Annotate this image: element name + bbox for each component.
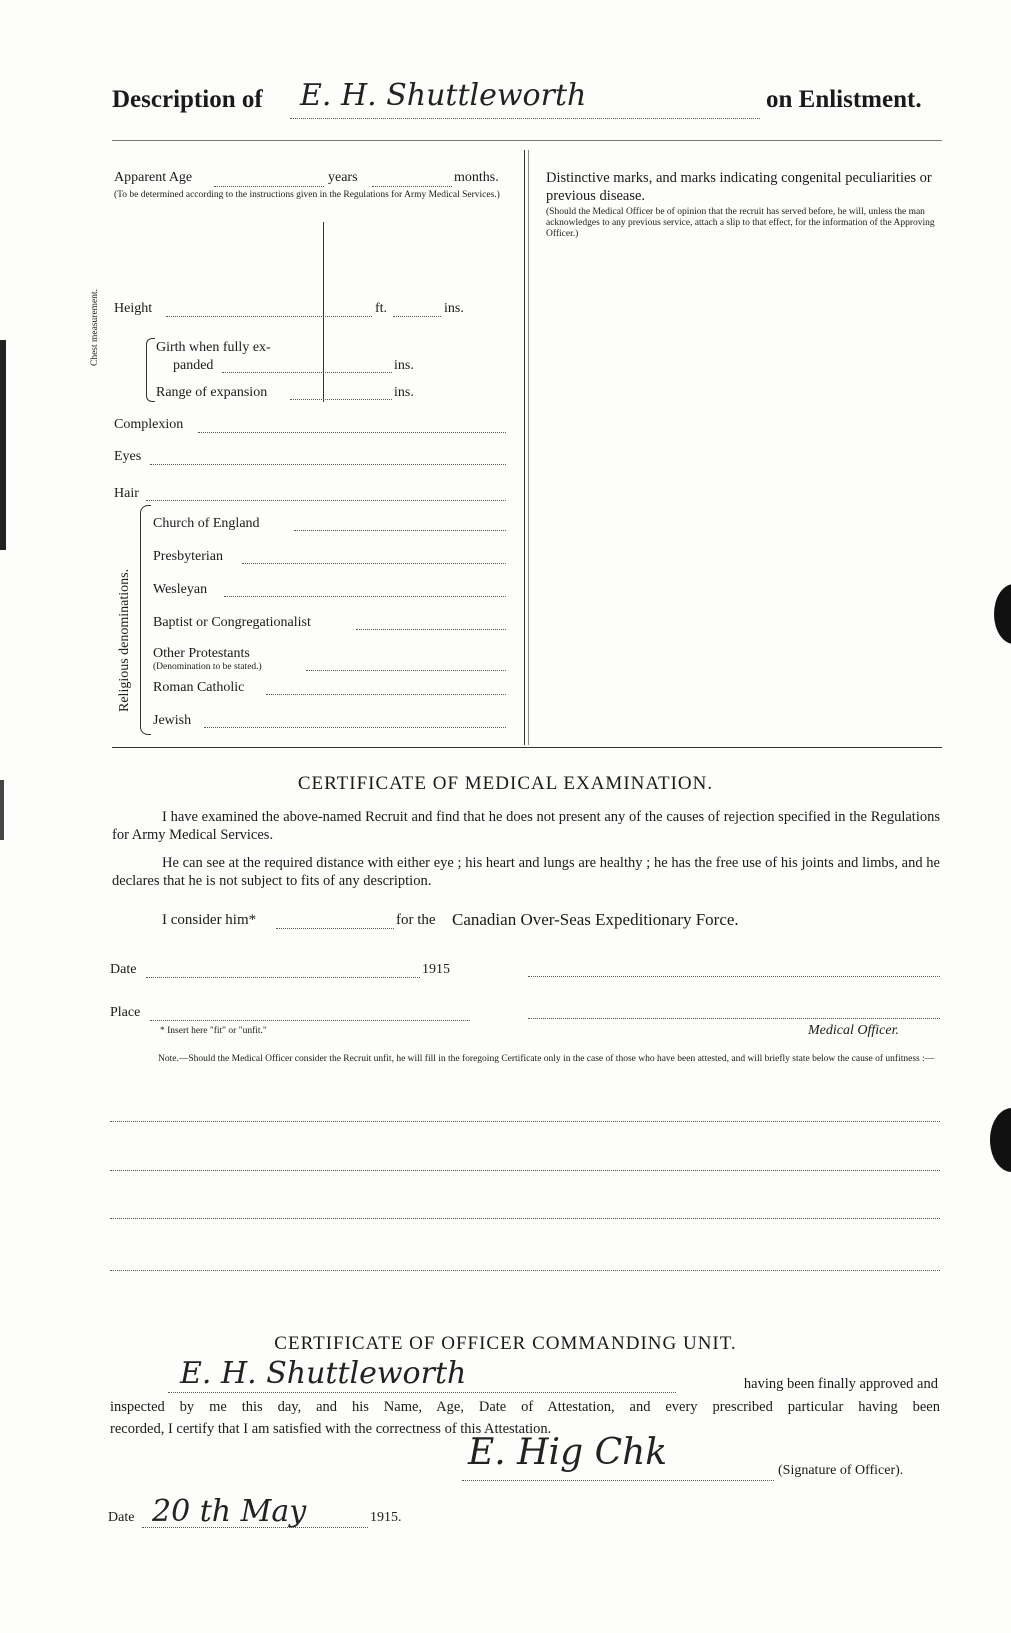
eyes-label: Eyes: [114, 449, 142, 464]
religion-line-2: [224, 596, 506, 597]
ft-label: ft.: [375, 301, 388, 316]
consider-label: I consider him*: [162, 912, 257, 928]
officer-signature-label: (Signature of Officer).: [778, 1463, 904, 1478]
girth-ins-label: ins.: [394, 358, 414, 373]
scan-edge-mark: [0, 340, 6, 550]
officer-line-2: inspected by me this day, and his Name, Age, Date of Attestation, and every prescribed particular having been: [110, 1399, 940, 1415]
medical-date-year: 1915: [422, 962, 450, 977]
range-label: Range of expansion: [156, 385, 268, 400]
religion-wesleyan: Wesleyan: [153, 582, 208, 597]
apparent-age-label: Apparent Age: [114, 170, 193, 185]
range-line: [290, 399, 392, 400]
header-suffix: on Enlistment.: [766, 86, 922, 113]
medical-place-line: [150, 1020, 470, 1021]
header-prefix: Description of: [112, 86, 263, 113]
religion-roman-catholic: Roman Catholic: [153, 680, 245, 695]
religion-line-3: [356, 629, 506, 630]
header-name-line: [290, 118, 760, 119]
height-ins-line: [393, 316, 441, 317]
religion-baptist: Baptist or Congregationalist: [153, 615, 311, 630]
officer-date-handwritten: 20 th May: [152, 1494, 307, 1529]
height-line: [166, 316, 372, 317]
religion-presbyterian: Presbyterian: [153, 549, 223, 564]
hair-line: [146, 500, 506, 501]
officer-line-3: recorded, I certify that I am satisfied with the correctness of this Attestation.: [110, 1421, 552, 1437]
girth-line: [222, 372, 392, 373]
years-label: years: [328, 170, 358, 185]
medical-signature-line: [528, 976, 940, 977]
religion-jewish: Jewish: [153, 713, 192, 728]
medical-para-2: He can see at the required distance with either eye ; his heart and lungs are healthy ; he has the free use of his joints and limbs, and he declares that he is not subject to fits of any description.: [112, 855, 940, 889]
age-note: (To be determined according to the instructions given in the Regulations for Army Medical Services.): [114, 190, 500, 200]
binder-hole: [994, 584, 1011, 644]
religion-other-note: (Denomination to be stated.): [153, 662, 262, 672]
header-rule: [112, 140, 942, 141]
medical-certificate-title: CERTIFICATE OF MEDICAL EXAMINATION.: [297, 773, 714, 794]
officer-date-year: 1915.: [370, 1510, 402, 1525]
unfit-reason-line-2: [110, 1170, 940, 1171]
hair-label: Hair: [114, 486, 139, 501]
height-label: Height: [114, 301, 153, 316]
unfit-reason-line-3: [110, 1218, 940, 1219]
consider-line: [276, 928, 394, 929]
medical-date-line: [146, 977, 420, 978]
force-name: Canadian Over-Seas Expeditionary Force.: [452, 910, 739, 929]
chest-brace: [146, 338, 155, 402]
unfit-reason-line-1: [110, 1121, 940, 1122]
months-label: months.: [454, 170, 499, 185]
panded-label: panded: [173, 358, 214, 373]
range-ins-label: ins.: [394, 385, 414, 400]
religion-church-of-england: Church of England: [153, 516, 260, 531]
officer-date-line: [142, 1527, 368, 1528]
officer-name-line: [168, 1392, 676, 1393]
medical-place-label: Place: [110, 1005, 141, 1020]
age-years-line: [214, 186, 324, 187]
eyes-line: [150, 464, 506, 465]
distinctive-marks-label: Distinctive marks, and marks indicating congenital peculiarities or previous disease.: [546, 170, 932, 204]
complexion-line: [198, 432, 506, 433]
column-divider: [524, 150, 525, 745]
medical-officer-label: Medical Officer.: [808, 1023, 899, 1038]
religion-line-5: [266, 694, 506, 695]
officer-signature-handwritten: E. Hig Chk: [468, 1432, 668, 1473]
religion-brace: [140, 505, 151, 735]
unfit-note: Note.—Should the Medical Officer consider the Recruit unfit, he will fill in the foregoing Certificate only in the case of those who have been attested, and will briefly state below the cause of unfitness :—: [158, 1054, 935, 1064]
religion-other-protestants: Other Protestants: [153, 646, 250, 661]
binder-hole: [990, 1108, 1011, 1172]
officer-date-label: Date: [108, 1510, 135, 1525]
religion-line-0: [294, 530, 506, 531]
medical-para-1: I have examined the above-named Recruit and find that he does not present any of the causes of rejection specified in the Regulations for Army Medical Services.: [112, 809, 940, 843]
section-bottom-rule: [112, 747, 942, 748]
medical-date-label: Date: [110, 962, 137, 977]
insert-note: * Insert here "fit" or "unfit.": [160, 1026, 267, 1036]
religion-line-1: [242, 563, 506, 564]
header-name-handwritten: E. H. Shuttleworth: [300, 78, 587, 113]
religion-vertical-label: Religious denominations.: [117, 568, 132, 712]
officer-line-1: having been finally approved and: [743, 1376, 938, 1392]
column-divider-inner: [528, 150, 529, 745]
medical-officer-line: [528, 1018, 940, 1019]
age-months-line: [372, 186, 452, 187]
unfit-reason-line-4: [110, 1270, 940, 1271]
age-height-divider: [323, 222, 324, 402]
religion-line-6: [204, 727, 506, 728]
ins-label: ins.: [444, 301, 464, 316]
distinctive-marks-note: (Should the Medical Officer be of opinion that the recruit has served before, he will, unless the man acknowledges to any previous service, attach a slip to that effect, for the information of the Approving Officer.): [546, 207, 935, 239]
for-the-label: for the: [396, 912, 436, 928]
girth-label: Girth when fully ex-: [156, 340, 271, 355]
chest-measurement-label: Chest measurement.: [90, 288, 100, 366]
religion-line-4: [306, 670, 506, 671]
officer-name-handwritten: E. H. Shuttleworth: [180, 1356, 467, 1391]
complexion-label: Complexion: [114, 417, 184, 432]
officer-signature-line: [462, 1480, 774, 1481]
officer-certificate-title: CERTIFICATE OF OFFICER COMMANDING UNIT.: [274, 1333, 737, 1354]
